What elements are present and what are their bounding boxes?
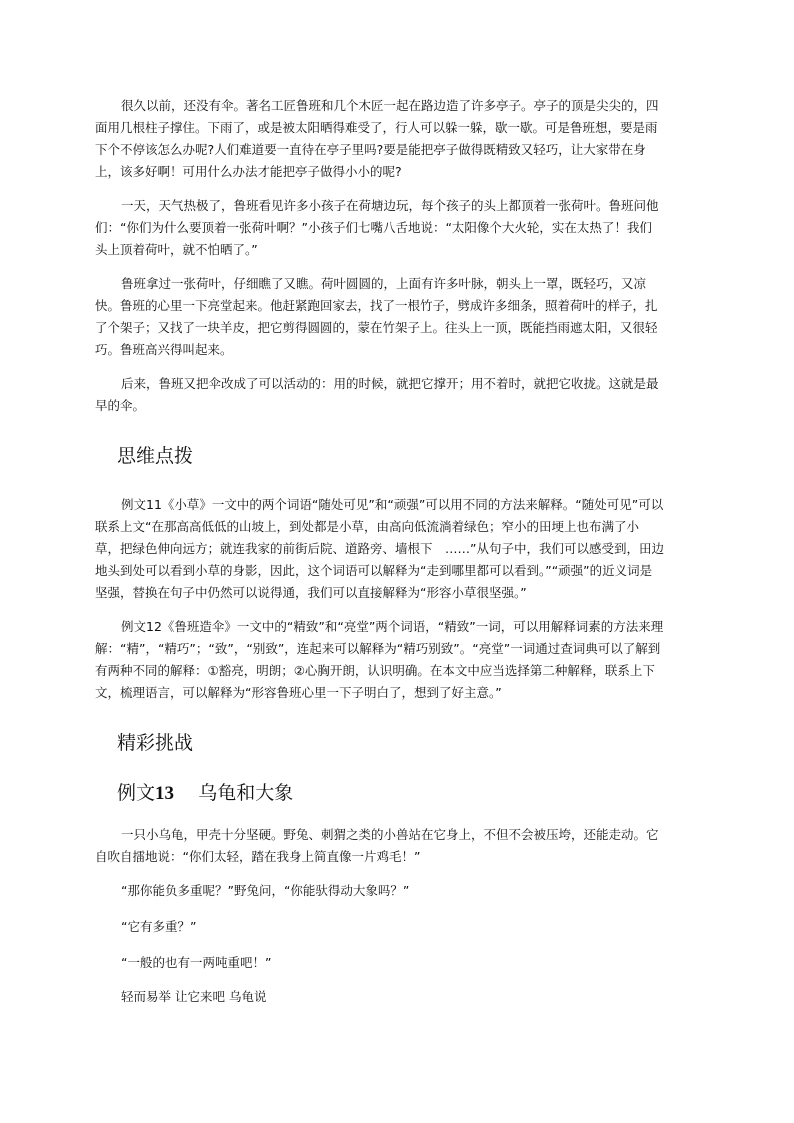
text-line: 后来，鲁班又把伞改成了可以活动的：用的时候，就把它撑开；用不着时，就把它收拢。这就是最	[121, 376, 659, 391]
story-paragraph-4	[95, 373, 695, 417]
text-line: 例文12《鲁班造伞》一文中的“精致”和“亮堂”两个词语，“精致”一词，可以用解释词素的方法来理	[121, 619, 664, 634]
story-paragraph-3	[95, 273, 695, 361]
dialogue-line: “那你能负多重呢？”野兔问，“你能驮得动大象吗？”	[121, 883, 410, 898]
text-line: 们：“你们为什么要顶着一张荷叶啊？”小孩子们七嘴八舌地说：“太阳像个大火轮，实在太热了！我们	[95, 220, 652, 235]
text-line: 巧。鲁班高兴得叫起来。	[95, 342, 233, 357]
text-line: 有两种不同的解释：①豁亮，明朗；②心胸开朗，认识明确。在本文中应当选择第二种解释，联系上下	[95, 663, 655, 678]
section-heading-thinking: 思维点拨	[117, 445, 194, 467]
example-title	[117, 780, 293, 807]
text-line: 解：“精”，“精巧”；“致”，“别致”，连起来可以解释为“精巧别致”。“亮堂”一词通过查词典可以了解到	[95, 641, 661, 656]
example-title-text: 乌龟和大象	[198, 782, 294, 804]
story2-paragraph-1	[95, 824, 695, 868]
story-paragraph-2	[95, 195, 695, 261]
text-line: 早的伞。	[95, 398, 146, 413]
text-line: 草，把绿色伸向远方；就连我家的前街后院、道路旁、墙根下 ……”从句子中，我们可以感受到，田边	[95, 541, 664, 556]
text-line: 例文11《小草》一文中的两个词语“随处可见”和“顽强”可以用不同的方法来解释。“随处可见”可以	[121, 497, 664, 512]
thinking-paragraph-1	[95, 494, 695, 604]
text-line: 文，梳理语言，可以解释为“形容鲁班心里一下子明白了，想到了好主意。”	[95, 685, 502, 700]
section-heading-challenge: 精彩挑战	[117, 732, 194, 754]
text-line: 上，该多好啊！可用什么办法才能把亭子做得小小的呢?	[95, 164, 402, 179]
dialogue-line: 轻而易举 让它来吧 乌龟说	[121, 989, 267, 1004]
dialogue-line: “一般的也有一两吨重吧！”	[121, 955, 272, 970]
text-line: 一天，天气热极了，鲁班看见许多小孩子在荷塘边玩，每个孩子的头上都顶着一张荷叶。鲁班问他	[121, 198, 659, 213]
text-line: 鲁班拿过一张荷叶，仔细瞧了又瞧。荷叶圆圆的，上面有许多叶脉，朝头上一罩，既轻巧，又凉	[121, 276, 647, 291]
text-line: 头上顶着荷叶，就不怕晒了。”	[95, 242, 258, 257]
text-line: 下个不停该怎么办呢?人们难道要一直待在亭子里吗?要是能把亭子做得既精致又轻巧，让大家带在身	[95, 142, 646, 157]
text-line: 联系上文“在那高高低低的山坡上，到处都是小草，由高向低流淌着绿色；窄小的田埂上也布满了小	[95, 519, 639, 534]
thinking-paragraph-2	[95, 616, 695, 704]
text-line: 一只小乌龟，甲壳十分坚硬。野兔、刺猬之类的小兽站在它身上，不但不会被压垮，还能走动。它	[121, 827, 659, 842]
text-line: 自吹自擂地说：“你们太轻，踏在我身上简直像一片鸡毛！”	[95, 849, 421, 864]
example-label: 例文	[117, 782, 156, 804]
text-line: 地头到处可以看到小草的身影，因此，这个词语可以解释为“走到哪里都可以看到。”“顽强”的近义词是	[95, 563, 653, 578]
story-paragraph-1	[95, 95, 695, 183]
text-line: 快。鲁班的心里一下亮堂起来。他赶紧跑回家去，找了一根竹子，劈成许多细条，照着荷叶的样子，扎	[95, 298, 658, 313]
text-line: 面用几根柱子撑住。下雨了，或是被太阳晒得难受了，行人可以躲一躲，歇一歇。可是鲁班想，要是雨	[95, 120, 658, 135]
text-line: 很久以前，还没有伞。著名工匠鲁班和几个木匠一起在路边造了许多亭子。亭子的顶是尖尖的，四	[121, 98, 659, 113]
text-line: 坚强，替换在句子中仍然可以说得通，我们可以直接解释为“形容小草很坚强。”	[95, 585, 527, 600]
example-number: 13	[155, 783, 175, 804]
dialogue-line: “它有多重？”	[121, 919, 197, 934]
text-line: 了个架子；又找了一块羊皮，把它剪得圆圆的，蒙在竹架子上。往头上一顶，既能挡雨遮太阳，又很轻	[95, 320, 658, 335]
